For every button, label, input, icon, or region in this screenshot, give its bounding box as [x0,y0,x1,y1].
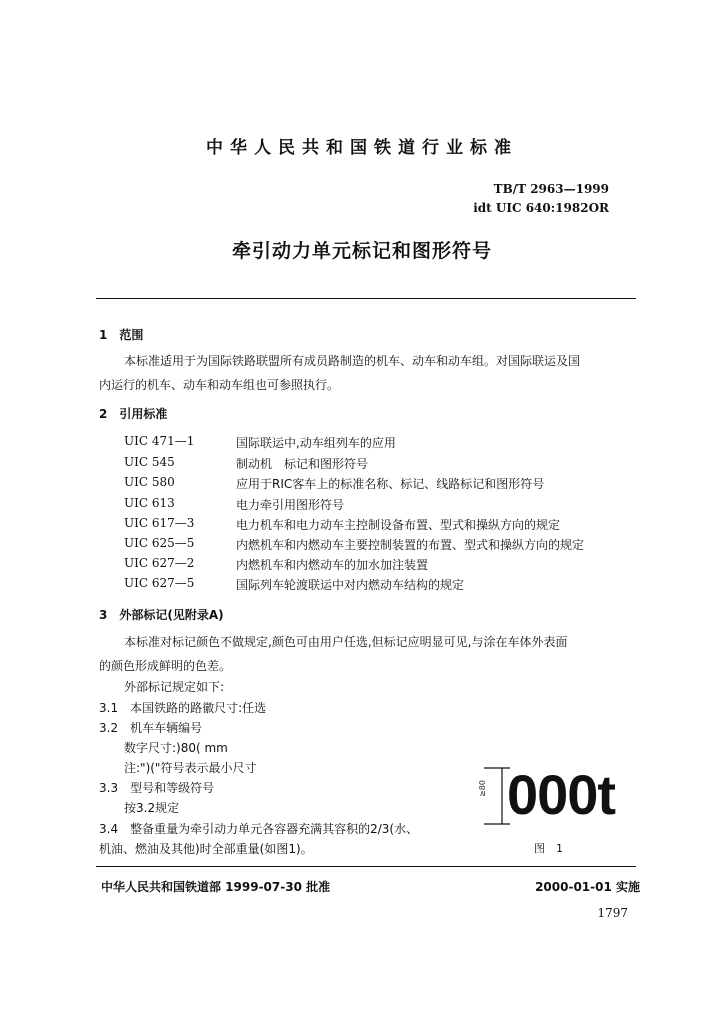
effective-date: 2000-01-01 实施 [535,880,640,894]
ref-desc: 应用于RIC客车上的标准名称、标记、线路标记和图形符号 [236,477,545,491]
ref-desc: 内燃机车和内燃动车主要控制装置的布置、型式和操纵方向的规定 [236,538,585,552]
ref-code: UIC 545 [124,455,175,469]
item-3-2: 3.2 机车车辆编号 [99,721,203,735]
idt-code: idt UIC 640:1982OR [473,201,609,215]
ref-code: UIC 613 [124,496,175,510]
title-rule [96,298,636,299]
standard-code: TB/T 2963—1999 [493,182,609,196]
section-1-heading: 1 范围 [99,328,144,342]
section-3-heading: 3 外部标记(见附录A) [99,608,224,622]
item-3-2-size: 数字尺寸:)80( mm [124,741,228,755]
page-number: 1797 [597,906,628,920]
ref-desc: 国际联运中,动车组列车的应用 [236,436,396,450]
ref-desc: 电力牵引用图形符号 [236,498,345,512]
section-1-para-line2: 内运行的机车、动车和动车组也可参照执行。 [99,378,340,392]
section-2-heading: 2 引用标准 [99,407,168,421]
ref-code: UIC 580 [124,475,175,489]
org-title: 中华人民共和国铁道行业标准 [206,138,518,158]
item-3-3: 3.3 型号和等级符号 [99,781,215,795]
item-3-4-line2: 机油、燃油及其他)时全部重量(如图1)。 [99,842,313,856]
document-title: 牵引动力单元标记和图形符号 [231,240,492,262]
item-3-3-text: 按3.2规定 [124,801,180,815]
item-3-2-note: 注:")("符号表示最小尺寸 [124,761,257,775]
ref-desc: 内燃机车和内燃动车的加水加注装置 [236,558,429,572]
footer-rule [96,866,636,867]
item-3-1: 3.1 本国铁路的路徽尺寸:任选 [99,701,267,715]
item-3-4-line1: 3.4 整备重量为牵引动力单元各容器充满其容积的2/3(水、 [99,822,419,836]
ref-code: UIC 627—2 [124,556,195,570]
section-3-para-line2: 的颜色形成鲜明的色差。 [99,659,232,673]
dimension-label: ≥80 [477,780,487,797]
ref-code: UIC 617—3 [124,516,195,530]
ref-code: UIC 627—5 [124,576,195,590]
ref-code: UIC 471—1 [124,434,195,448]
figure-weight-text: 000t [507,763,616,826]
ref-desc: 制动机 标记和图形符号 [236,457,369,471]
approval-line: 中华人民共和国铁道部 1999-07-30 批准 [101,880,331,894]
section-3-para-line1: 本标准对标记颜色不做规定,颜色可由用户任选,但标记应明显可见,与涂在车体外表面 [124,635,568,649]
section-1-para-line1: 本标准适用于为国际铁路联盟所有成员路制造的机车、动车和动车组。对国际联运及国 [124,354,581,368]
section-3-para2: 外部标记规定如下: [124,680,225,694]
ref-desc: 电力机车和电力动车主控制设备布置、型式和操纵方向的规定 [236,518,561,532]
ref-code: UIC 625—5 [124,536,195,550]
ref-desc: 国际列车轮渡联运中对内燃动车结构的规定 [236,578,465,592]
figure-caption: 图 1 [534,842,563,855]
